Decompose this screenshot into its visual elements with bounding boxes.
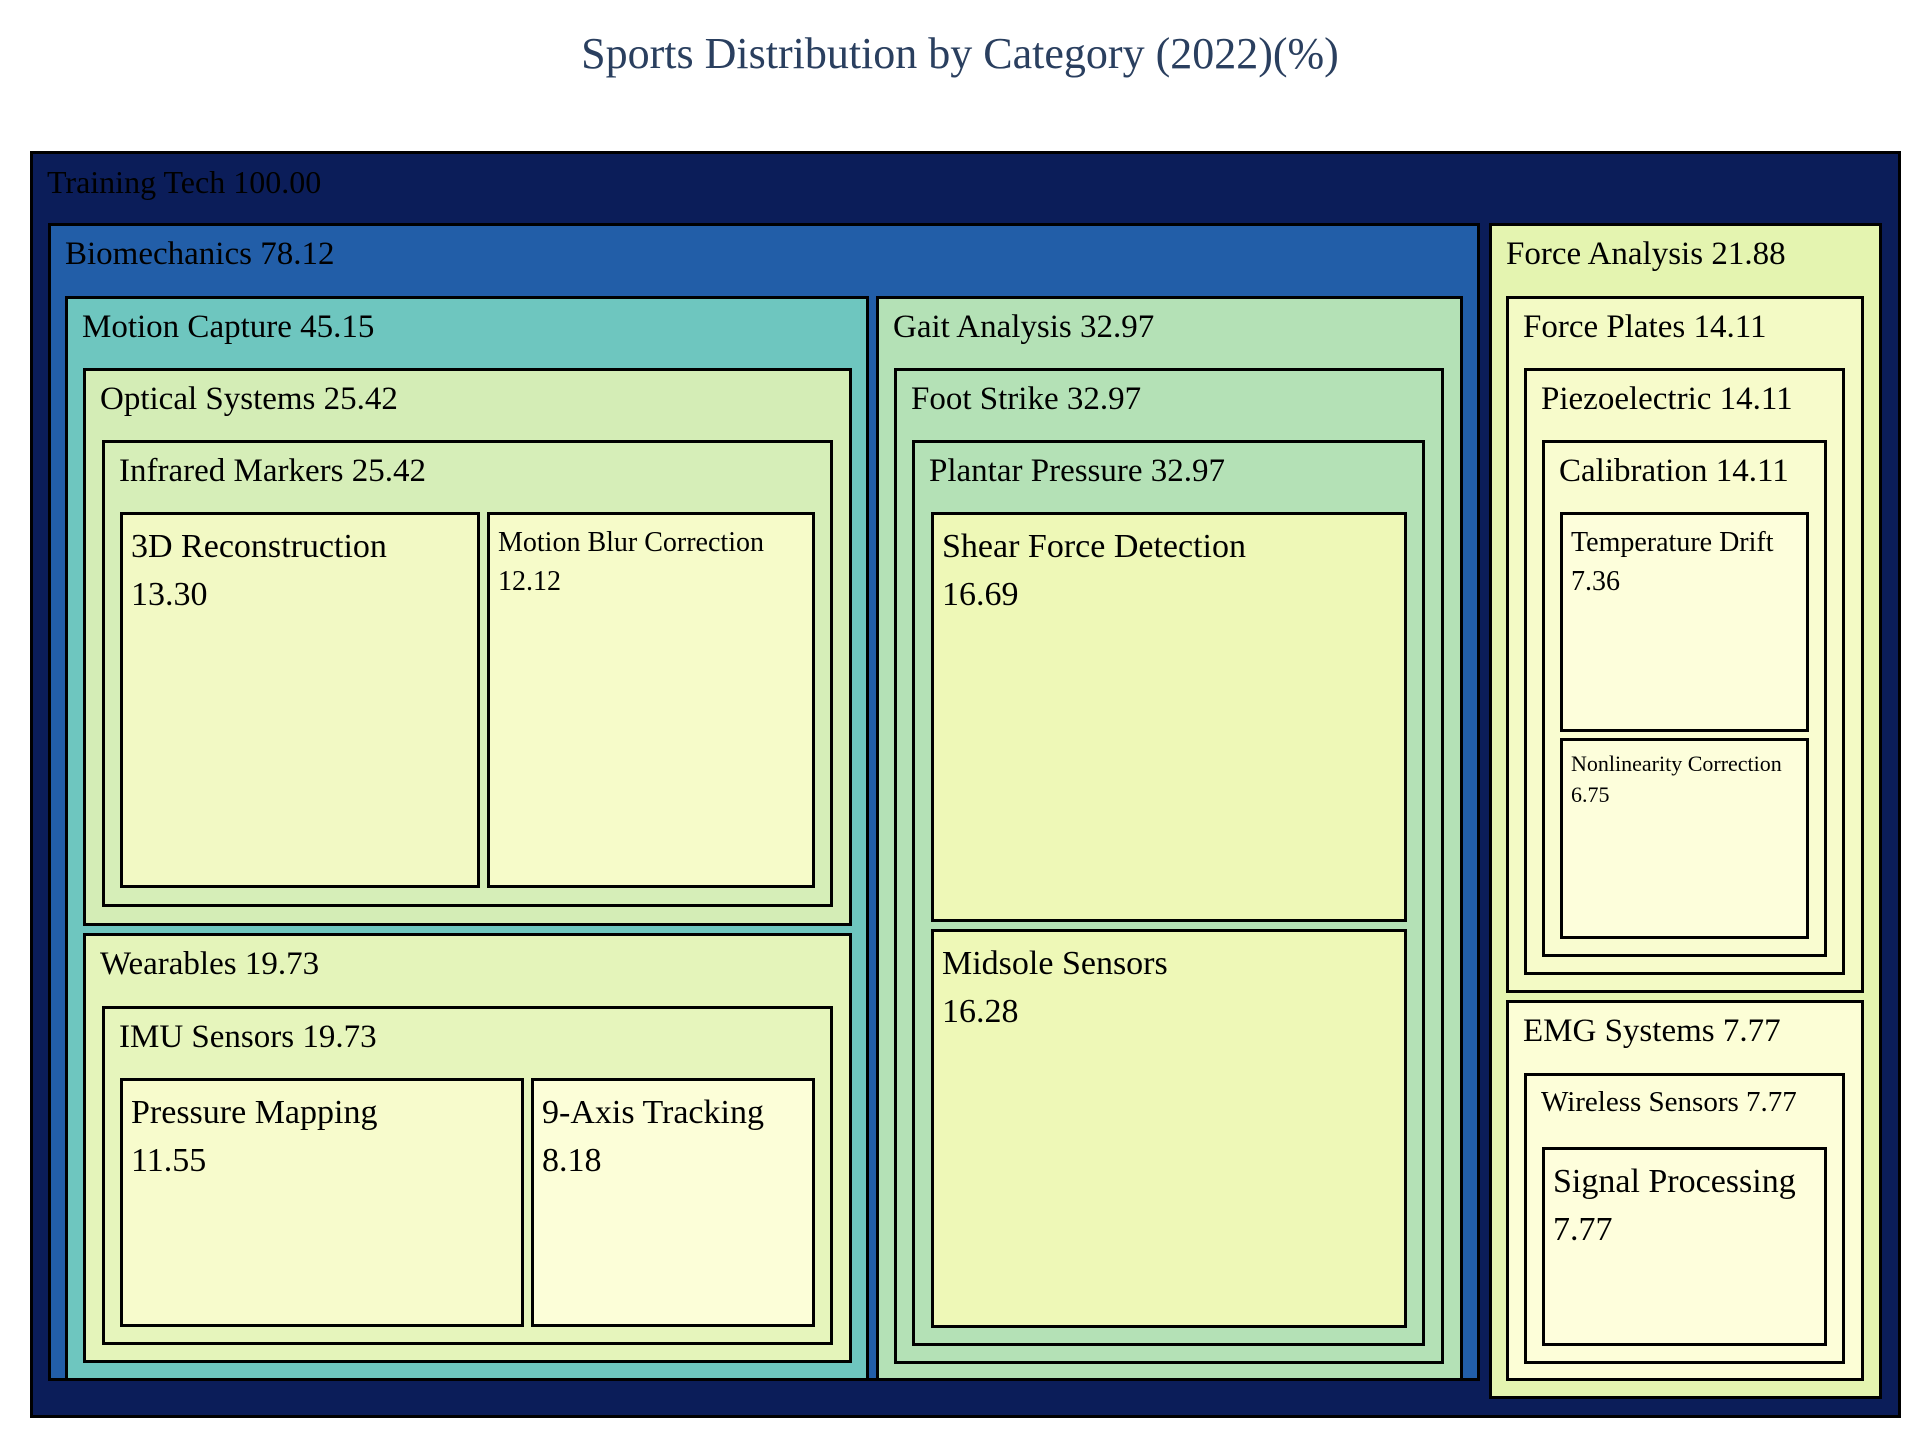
node-label — [929, 451, 1225, 492]
node-label — [1523, 307, 1767, 348]
node-label — [1553, 1158, 1796, 1253]
node-label — [942, 523, 1246, 618]
node-label — [911, 379, 1141, 420]
treemap-node-motion-blur-correction[interactable] — [487, 512, 815, 888]
node-value: 100.00 — [233, 164, 322, 200]
node-value: 14.11 — [1715, 453, 1789, 489]
node-value: 14.11 — [1693, 309, 1767, 345]
node-value: 11.55 — [131, 1141, 207, 1179]
node-name: Plantar Pressure — [929, 453, 1143, 489]
node-label — [498, 523, 764, 601]
node-label — [1571, 523, 1774, 601]
node-value: 7.77 — [1722, 1013, 1781, 1049]
node-name: Pressure Mapping — [131, 1094, 378, 1131]
node-label — [119, 1017, 377, 1058]
node-label — [1559, 451, 1789, 492]
node-name: Motion Blur Correction — [498, 527, 764, 558]
node-label — [131, 523, 387, 618]
node-label — [119, 451, 426, 492]
node-value: 13.30 — [131, 575, 208, 613]
node-value: 32.97 — [1080, 309, 1155, 345]
node-label — [65, 234, 334, 275]
node-label — [100, 944, 319, 985]
node-name: Biomechanics — [65, 236, 252, 272]
node-name: 9-Axis Tracking — [542, 1094, 764, 1131]
node-value: 25.42 — [351, 453, 426, 489]
node-name: Signal Processing — [1553, 1163, 1796, 1200]
node-value: 19.73 — [302, 1019, 377, 1055]
node-name: Infrared Markers — [119, 453, 344, 489]
node-value: 12.12 — [498, 566, 561, 598]
node-name: 3D Reconstruction — [131, 528, 387, 565]
node-value: 25.42 — [323, 381, 398, 417]
treemap-node-signal-processing[interactable] — [1542, 1147, 1827, 1346]
node-name: Shear Force Detection — [942, 528, 1246, 565]
node-value: 16.28 — [942, 992, 1019, 1030]
treemap-node-midsole-sensors[interactable] — [931, 929, 1407, 1328]
node-name: Foot Strike — [911, 381, 1059, 417]
node-label — [131, 1089, 377, 1184]
node-name: EMG Systems — [1523, 1013, 1715, 1049]
node-value: 78.12 — [260, 236, 335, 272]
node-value: 32.97 — [1066, 381, 1142, 417]
node-name: Piezoelectric — [1541, 381, 1712, 417]
node-label — [1541, 1084, 1797, 1120]
treemap-node-nonlinearity-correction[interactable] — [1560, 738, 1809, 939]
node-label — [82, 307, 374, 348]
node-name: Training Tech — [47, 164, 226, 200]
node-name: Force Analysis — [1506, 236, 1704, 272]
node-name: Motion Capture — [82, 309, 292, 345]
node-value: 7.36 — [1571, 566, 1620, 598]
treemap-node-9-axis-tracking[interactable] — [531, 1078, 815, 1327]
chart-title: Sports Distribution by Category (2022)(%) — [581, 29, 1339, 78]
node-value: 21.88 — [1711, 236, 1786, 272]
node-name: Nonlinearity Correction — [1571, 751, 1782, 776]
node-name: Optical Systems — [100, 381, 316, 417]
node-label — [1506, 234, 1786, 275]
node-label — [1523, 1011, 1781, 1052]
node-label — [1571, 749, 1782, 811]
node-label — [47, 162, 321, 202]
node-name: Wearables — [100, 946, 237, 982]
node-name: Force Plates — [1523, 309, 1686, 345]
node-value: 7.77 — [1553, 1210, 1613, 1248]
node-value: 45.15 — [300, 309, 375, 345]
node-value: 8.18 — [542, 1141, 602, 1179]
node-value: 6.75 — [1571, 781, 1610, 807]
node-label — [100, 379, 398, 420]
node-name: IMU Sensors — [119, 1019, 295, 1055]
node-value: 19.73 — [244, 946, 320, 982]
treemap-node-shear-force-detection[interactable] — [931, 512, 1407, 922]
node-name: Calibration — [1559, 453, 1708, 489]
node-value: 32.97 — [1150, 453, 1226, 489]
node-name: Temperature Drift — [1571, 527, 1774, 558]
node-label — [1541, 379, 1793, 420]
node-value: 7.77 — [1746, 1086, 1797, 1118]
node-name: Gait Analysis — [893, 309, 1072, 345]
treemap-node-3d-reconstruction[interactable] — [120, 512, 480, 888]
node-label — [542, 1089, 764, 1184]
node-name: Midsole Sensors — [942, 945, 1168, 982]
treemap-node-temperature-drift[interactable] — [1560, 512, 1809, 732]
node-label — [942, 940, 1168, 1035]
node-value: 14.11 — [1719, 381, 1793, 417]
node-value: 16.69 — [942, 575, 1019, 613]
treemap-node-pressure-mapping[interactable] — [120, 1078, 524, 1327]
node-name: Wireless Sensors — [1541, 1086, 1739, 1118]
node-label — [893, 307, 1154, 348]
